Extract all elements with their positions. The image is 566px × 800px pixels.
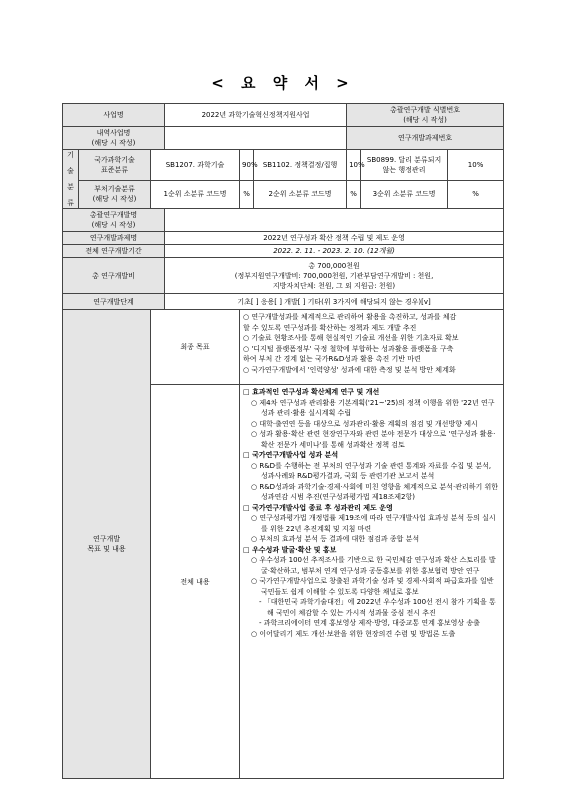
budget-label: 총 연구개발비: [63, 258, 165, 294]
content-bullet: ○ R&D를 수행하는 전 부처의 연구성과 기술 관련 통계와 자료를 수집 및 분석, 성과사례와 R&D평가결과, 국회 등 관련기관 보고서 분석: [251, 461, 492, 480]
stage-label: 연구개발단계: [63, 294, 165, 310]
content-bullet: ○ 국가연구개발사업으로 창출된 과학기술 성과 및 경제·사회적 파급효과를 일반 국민들도 쉽게 이해할 수 있도록 다양한 채널로 홍보: [251, 577, 494, 596]
task-name-value: 2022년 연구성과 확산 정책 수립 및 제도 운영: [165, 232, 504, 245]
national-class-3: SB0899. 달리 분류되지 않는 행정관리: [361, 150, 448, 181]
tech-class-label: 기 술 분 류: [63, 150, 79, 209]
content-bullet: - 「대한민국 과학기술대전」에 2022년 우수성과 100선 전시 참가 기획을 통해 국민이 체감할 수 있는 가시적 성과물 중심 전시 추진: [259, 598, 496, 617]
final-goal-line: 할 수 있도록 연구성과를 확산하는 정책과 제도 개발 추진: [243, 323, 417, 332]
content-bullet: - 과학크리에이터 연계 홍보영상 제작·방영, 대중교통 연계 홍보영상 송출: [259, 619, 480, 627]
final-goal-line: ○ 국가연구개발에서 '인력양성' 성과에 대한 측정 및 분석 방안 체계화: [243, 365, 456, 374]
final-goal-line: ○ 연구개발성과를 체계적으로 관리하여 활용을 촉진하고, 성과를 체감: [243, 313, 457, 321]
stage-value: 기초[ ] 응용[ ] 개발[ ] 기타(위 3가지에 해당되지 않는 경우)[v]: [165, 294, 504, 310]
final-goal-label: 최종 목표: [151, 310, 240, 385]
content-bullet: ○ 우수성과 100선 추적조사를 기반으로 한 국민체감 연구성과 확산 스토리를 발굴·확산하고, 범부처 연계 연구성과 공동홍보를 위한 홍보협력 방안 연구: [251, 556, 496, 575]
final-goal-line: 하여 부처 간 경계 없는 국가R&D성과 활용 촉진 기반 마련: [243, 355, 421, 363]
national-class-2: SB1102. 정책결정/집행: [254, 150, 347, 181]
period-label: 전체 연구개발기간: [63, 245, 165, 258]
content-section-heading: □ 국가연구개발사업 성과 분석: [243, 451, 339, 459]
sub-project-label: 내역사업명 (해당 시 작성): [63, 127, 165, 150]
ministry-pct-2: %: [347, 180, 361, 208]
rnd-task-no-label: 연구개발과제번호: [347, 127, 504, 150]
final-goal-line: ○ 기술료 현황조사를 통해 현실적인 기술료 개선을 위한 기초자료 확보: [243, 334, 459, 342]
content-bullet: ○ 대학·출연연 등을 대상으로 성과관리·활용 계획의 점검 및 개선방향 제시: [251, 419, 478, 428]
content-bullet: ○ 부처의 효과성 분석 등 결과에 대한 점검과 종합 분석: [251, 535, 420, 543]
content-bullet: ○ 제4차 연구성과 관리활용 기본계획('21~'25)의 정책 이행을 위한 '22년 연구성과 관리·활용 실시계획 수립: [251, 398, 495, 417]
page-title: < 요 약 서 >: [211, 74, 355, 92]
ministry-pct-3: %: [448, 180, 504, 208]
national-pct-3: 10%: [448, 150, 504, 181]
full-content: [240, 385, 504, 779]
goal-label: 연구개발 목표 및 내용: [63, 310, 151, 779]
ministry-class-2: 2순위 소분류 코드명: [254, 180, 347, 208]
summary-table: [62, 103, 504, 779]
overall-id-label: 총괄연구개발 식별번호 (해당 시 작성): [347, 104, 504, 127]
national-pct-1: 90%: [240, 150, 254, 181]
project-name-label: 사업명: [63, 104, 165, 127]
content-bullet: ○ R&D성과와 과학기술·경제·사회에 미친 영향을 체계적으로 분석·관리하기 위한 성과연감 시범 추진(연구성과평가법 제18조제2항): [251, 482, 498, 501]
national-std-label: 국가과학기술 표준분류: [79, 150, 151, 181]
national-class-1: SB1207. 과학기술: [151, 150, 240, 181]
period-value: 2022. 2. 11. - 2023. 2. 10. (12개월): [165, 245, 504, 258]
content-section-heading: □ 효과적인 연구성과 확산체계 연구 및 개선: [243, 388, 380, 396]
content-bullet: ○ 성과 활용·확산 관련 현장연구자와 관련 분야 전문가 대상으로 '연구성과 활용·확산 전문가 세미나'를 통해 성과확산 정책 검토: [251, 430, 496, 449]
national-pct-2: 10%: [347, 150, 361, 181]
ministry-class-1: 1순위 소분류 코드명: [151, 180, 240, 208]
ministry-class-3: 3순위 소분류 코드명: [361, 180, 448, 208]
sub-project-value: [165, 127, 347, 150]
ministry-pct-1: %: [240, 180, 254, 208]
project-name-value: 2022년 과학기술혁신정책지원사업: [165, 104, 347, 127]
content-section-heading: □ 국가연구개발사업 종료 후 성과관리 제도 운영: [243, 503, 393, 512]
overall-name-label: 총괄연구개발명 (해당 시 작성): [63, 209, 165, 232]
ministry-class-label: 부처기술분류 (해당 시 작성): [79, 180, 151, 208]
final-goal-content: [240, 310, 504, 385]
task-name-label: 연구개발과제명: [63, 232, 165, 245]
final-goal-line: ○ '디지털 플랫폼정부' 국정 철학에 부합하는 성과활용 플랫폼을 구축: [243, 344, 454, 353]
budget-value: 총 700,000천원 (정부지원연구개발비: 700,000천원, 기관부담연구개발비 : 천원, 지방자치단체: 천원, 그 외 지원금: 천원): [165, 258, 504, 294]
content-section-heading: □ 우수성과 발굴·확산 및 홍보: [243, 545, 337, 554]
overall-name-value: [165, 209, 504, 232]
content-bullet: ○ 이어달리기 제도 개선·보완을 위한 현장의견 수렴 및 방법론 도출: [251, 629, 456, 638]
full-content-label: 전체 내용: [151, 385, 240, 779]
content-bullet: ○ 연구성과평가법 개정법률 제19조에 따라 연구개발사업 효과성 분석 등의 실시를 위한 22년 추진계획 및 지침 마련: [251, 514, 496, 533]
